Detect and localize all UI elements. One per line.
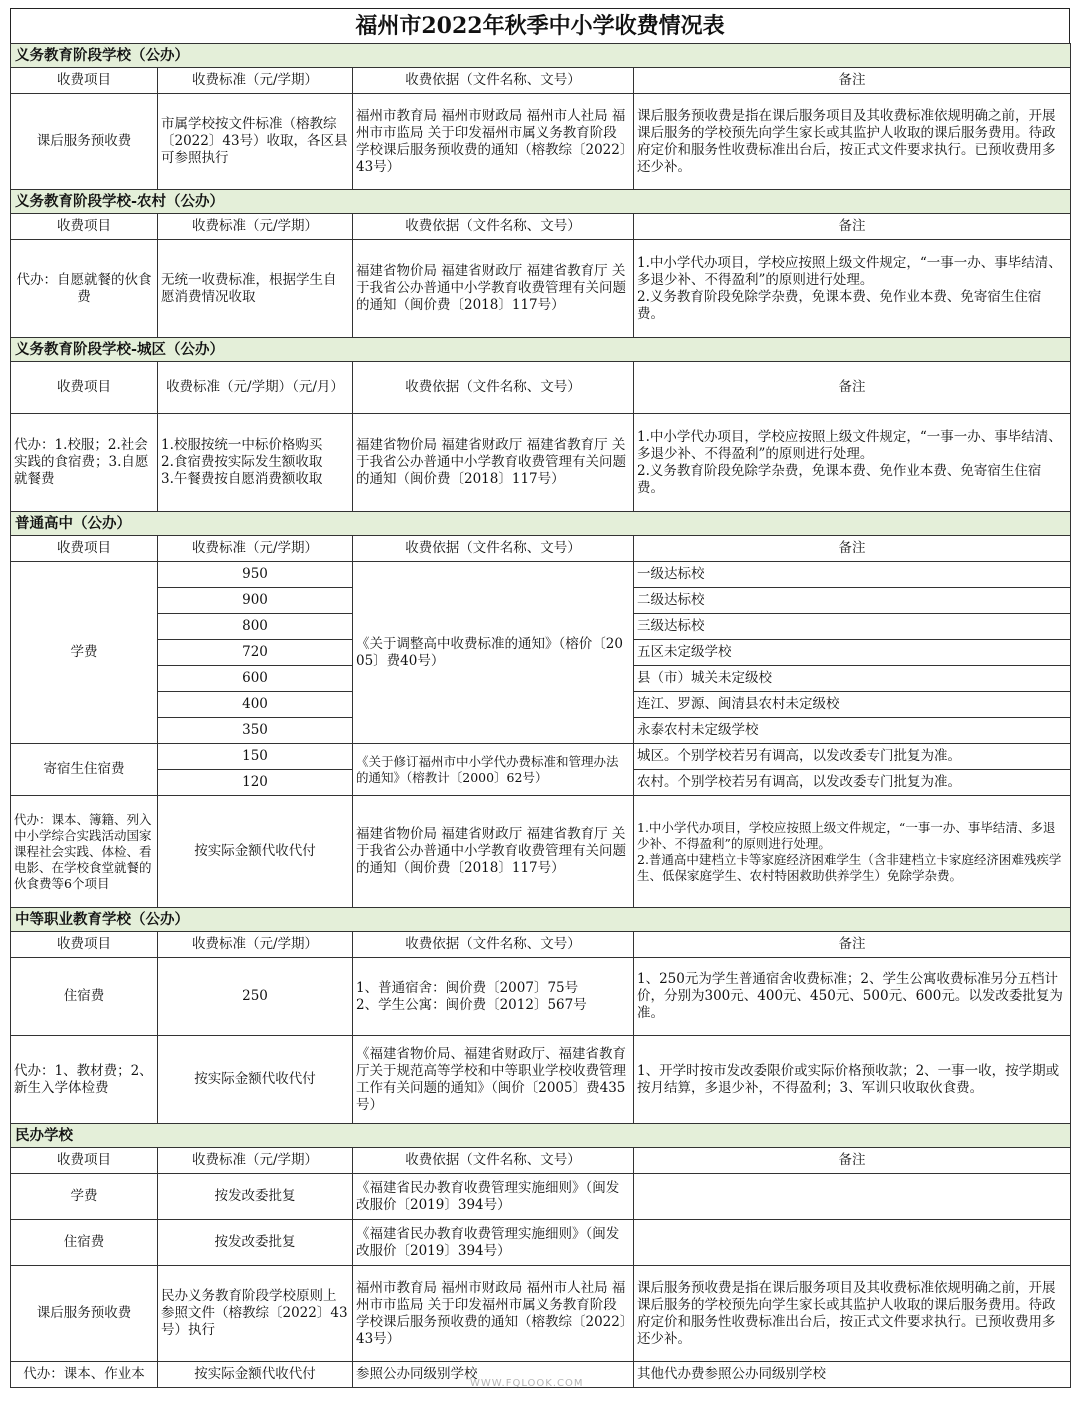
fee-amount: 950 [158, 562, 353, 588]
fee-note: 二级达标校 [634, 588, 1071, 614]
fee-note: 1.中小学代办项目，学校应按照上级文件规定，“一事一办、事毕结清、多退少补、不得盈利”的原则进行处理。 2.义务教育阶段免除学杂费，免课本费、免作业本费、免寄宿生住宿费。 [634, 414, 1071, 512]
fee-standard: 无统一收费标准，根据学生自愿消费情况收取 [158, 240, 353, 338]
header-standard-month: 收费标准（元/学期）（元/月） [158, 362, 353, 414]
fee-standard: 民办义务教育阶段学校原则上参照文件（榕教综〔2022〕43号）执行 [158, 1266, 353, 1362]
fee-item: 课后服务预收费 [11, 94, 158, 190]
header-item: 收费项目 [11, 1148, 158, 1174]
fee-basis: 《福建省物价局、福建省财政厅、福建省教育厅关于规范高等学校和中等职业学校收费管理工作有关问题的通知》（闽价〔2005〕费435号） [353, 1036, 634, 1124]
header-note: 备注 [634, 362, 1071, 414]
fee-amount: 350 [158, 718, 353, 744]
fee-amount: 120 [158, 770, 353, 796]
fee-basis: 1、普通宿舍：闽价费〔2007〕75号 2、学生公寓：闽价费〔2012〕567号 [353, 958, 634, 1036]
sheet-title: 福州市2022年秋季中小学收费情况表 [10, 8, 1070, 43]
table-row [11, 562, 1071, 588]
section-title: 民办学校 [11, 1124, 1071, 1148]
header-note: 备注 [634, 932, 1071, 958]
fee-amount: 720 [158, 640, 353, 666]
section-title: 普通高中（公办） [11, 512, 1071, 536]
section-title: 义务教育阶段学校（公办） [11, 44, 1071, 68]
fee-table [10, 43, 1071, 1388]
header-row [11, 1148, 1071, 1174]
fee-basis: 参照公办同级别学校 [353, 1362, 634, 1388]
header-row [11, 68, 1071, 94]
fee-item: 学费 [11, 562, 158, 744]
fee-standard: 250 [158, 958, 353, 1036]
fee-amount: 900 [158, 588, 353, 614]
fee-note: 农村。个别学校若另有调高，以发改委专门批复为准。 [634, 770, 1071, 796]
fee-basis: 《福建省民办教育收费管理实施细则》（闽发改服价〔2019〕394号） [353, 1174, 634, 1220]
table-row [11, 1174, 1071, 1220]
header-basis: 收费依据（文件名称、文号） [353, 536, 634, 562]
section-title: 中等职业教育学校（公办） [11, 908, 1071, 932]
header-basis: 收费依据（文件名称、文号） [353, 68, 634, 94]
table-row [11, 958, 1071, 1036]
header-note: 备注 [634, 536, 1071, 562]
header-note: 备注 [634, 214, 1071, 240]
fee-item: 课后服务预收费 [11, 1266, 158, 1362]
header-basis: 收费依据（文件名称、文号） [353, 214, 634, 240]
fee-note: 其他代办费参照公办同级别学校 [634, 1362, 1071, 1388]
fee-basis: 福州市教育局 福州市财政局 福州市人社局 福州市市监局 关于印发福州市属义务教育阶段学校课后服务预收费的通知（榕教综〔2022〕43号） [353, 1266, 634, 1362]
fee-sheet [10, 8, 1070, 1388]
fee-item: 寄宿生住宿费 [11, 744, 158, 796]
fee-basis: 福建省物价局 福建省财政厅 福建省教育厅 关于我省公办普通中小学教育收费管理有关问题的通知（闽价费〔2018〕117号） [353, 796, 634, 908]
header-standard: 收费标准（元/学期） [158, 536, 353, 562]
fee-basis: 《关于调整高中收费标准的通知》（榕价〔2005〕费40号） [353, 562, 634, 744]
fee-item: 代办：自愿就餐的伙食费 [11, 240, 158, 338]
fee-note: 三级达标校 [634, 614, 1071, 640]
table-row [11, 1036, 1071, 1124]
header-row [11, 214, 1071, 240]
fee-note: 1.中小学代办项目，学校应按照上级文件规定，“一事一办、事毕结清、多退少补、不得盈利”的原则进行处理。 2.普通高中建档立卡等家庭经济困难学生（含非建档立卡家庭经济困难残疾学生、低保家庭学生、农村特困救助供养学生）免除学杂费。 [634, 796, 1071, 908]
fee-standard: 按实际金额代收代付 [158, 1362, 353, 1388]
fee-item: 代办：课本、簿籍、列入中小学综合实践活动国家课程社会实践、体检、看电影、在学校食堂就餐的伙食费等6个项目 [11, 796, 158, 908]
header-note: 备注 [634, 1148, 1071, 1174]
table-row [11, 1266, 1071, 1362]
fee-standard: 1.校服按统一中标价格购买 2.食宿费按实际发生额收取 3.午餐费按自愿消费额收取 [158, 414, 353, 512]
fee-standard: 按发改委批复 [158, 1174, 353, 1220]
fee-item: 代办：课本、作业本 [11, 1362, 158, 1388]
table-row [11, 240, 1071, 338]
fee-note: 课后服务预收费是指在课后服务项目及其收费标准依规明确之前，开展课后服务的学校预先向学生家长或其监护人收取的课后服务费用。待政府定价和服务性收费标准出台后，按正式文件要求执行。已预收费用多还少补。 [634, 94, 1071, 190]
table-row [11, 414, 1071, 512]
fee-basis: 福建省物价局 福建省财政厅 福建省教育厅 关于我省公办普通中小学教育收费管理有关问题的通知（闽价费〔2018〕117号） [353, 240, 634, 338]
fee-note: 1.中小学代办项目，学校应按照上级文件规定，“一事一办、事毕结清、多退少补、不得盈利”的原则进行处理。 2.义务教育阶段免除学杂费，免课本费、免作业本费、免寄宿生住宿费。 [634, 240, 1071, 338]
table-row [11, 796, 1071, 908]
header-standard: 收费标准（元/学期） [158, 214, 353, 240]
header-standard: 收费标准（元/学期） [158, 1148, 353, 1174]
section-title: 义务教育阶段学校-城区（公办） [11, 338, 1071, 362]
fee-standard: 市属学校按文件标准（榕教综〔2022〕43号）收取，各区县可参照执行 [158, 94, 353, 190]
fee-item: 住宿费 [11, 1220, 158, 1266]
fee-item: 代办：1.校服；2.社会实践的食宿费；3.自愿就餐费 [11, 414, 158, 512]
fee-note: 连江、罗源、闽清县农村未定级校 [634, 692, 1071, 718]
header-basis: 收费依据（文件名称、文号） [353, 932, 634, 958]
fee-basis: 福州市教育局 福州市财政局 福州市人社局 福州市市监局 关于印发福州市属义务教育阶段学校课后服务预收费的通知（榕教综〔2022〕43号） [353, 94, 634, 190]
header-item: 收费项目 [11, 932, 158, 958]
fee-amount: 400 [158, 692, 353, 718]
fee-note: 1、250元为学生普通宿舍收费标准；2、学生公寓收费标准另分五档计价，分别为300元、400元、450元、500元、600元。以发改委批复为准。 [634, 958, 1071, 1036]
fee-item: 代办：1、教材费；2、新生入学体检费 [11, 1036, 158, 1124]
header-item: 收费项目 [11, 362, 158, 414]
fee-basis: 《福建省民办教育收费管理实施细则》（闽发改服价〔2019〕394号） [353, 1220, 634, 1266]
header-item: 收费项目 [11, 68, 158, 94]
header-row [11, 932, 1071, 958]
header-note: 备注 [634, 68, 1071, 94]
header-basis: 收费依据（文件名称、文号） [353, 362, 634, 414]
fee-amount: 600 [158, 666, 353, 692]
table-row [11, 94, 1071, 190]
section-title: 义务教育阶段学校-农村（公办） [11, 190, 1071, 214]
fee-note: 永泰农村未定级学校 [634, 718, 1071, 744]
fee-standard: 按实际金额代收代付 [158, 1036, 353, 1124]
header-row [11, 362, 1071, 414]
fee-note [634, 1174, 1071, 1220]
watermark: WWW.FQLOOK.COM [470, 1378, 584, 1389]
fee-standard: 按实际金额代收代付 [158, 796, 353, 908]
fee-item: 学费 [11, 1174, 158, 1220]
fee-note: 1、开学时按市发改委限价或实际价格预收款；2、一事一收，按学期或按月结算，多退少补，不得盈利；3、军训只收取伙食费。 [634, 1036, 1071, 1124]
fee-note: 城区。个别学校若另有调高，以发改委专门批复为准。 [634, 744, 1071, 770]
fee-note: 五区未定级学校 [634, 640, 1071, 666]
header-item: 收费项目 [11, 536, 158, 562]
fee-amount: 800 [158, 614, 353, 640]
fee-note [634, 1220, 1071, 1266]
header-standard: 收费标准（元/学期） [158, 932, 353, 958]
table-row [11, 1220, 1071, 1266]
header-item: 收费项目 [11, 214, 158, 240]
fee-note: 县（市）城关未定级校 [634, 666, 1071, 692]
table-row [11, 744, 1071, 770]
fee-note: 一级达标校 [634, 562, 1071, 588]
fee-amount: 150 [158, 744, 353, 770]
fee-basis: 《关于修订福州市中小学代办费标准和管理办法的通知》（榕教计〔2000〕62号） [353, 744, 634, 796]
fee-item: 住宿费 [11, 958, 158, 1036]
header-standard: 收费标准（元/学期） [158, 68, 353, 94]
header-basis: 收费依据（文件名称、文号） [353, 1148, 634, 1174]
header-row [11, 536, 1071, 562]
fee-basis: 福建省物价局 福建省财政厅 福建省教育厅 关于我省公办普通中小学教育收费管理有关问题的通知（闽价费〔2018〕117号） [353, 414, 634, 512]
fee-standard: 按发改委批复 [158, 1220, 353, 1266]
fee-note: 课后服务预收费是指在课后服务项目及其收费标准依规明确之前，开展课后服务的学校预先向学生家长或其监护人收取的课后服务费用。待政府定价和服务性收费标准出台后，按正式文件要求执行。已预收费用多还少补。 [634, 1266, 1071, 1362]
